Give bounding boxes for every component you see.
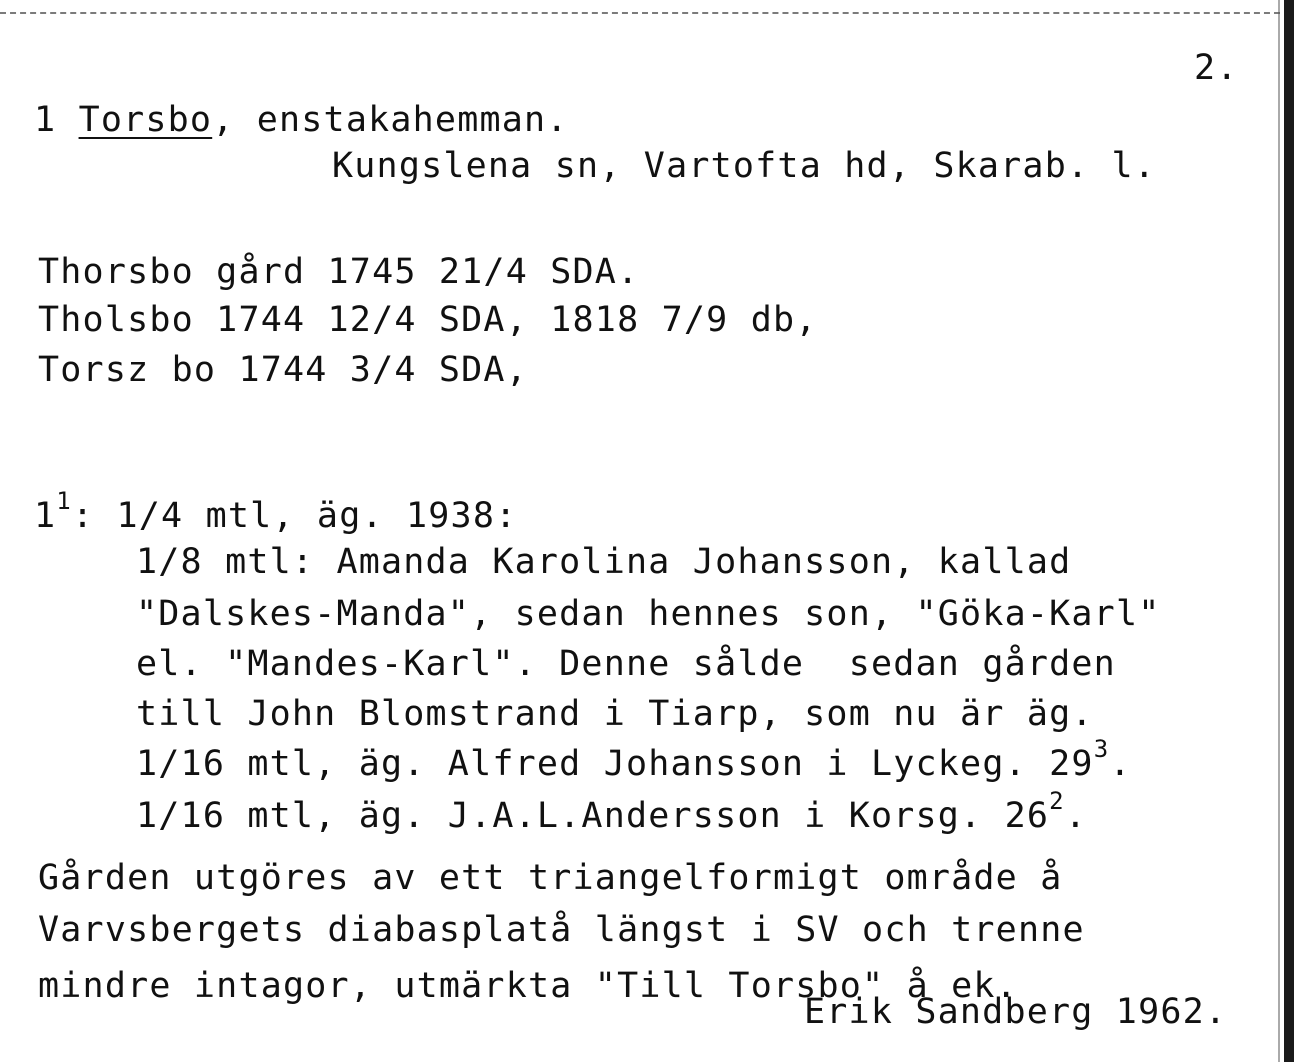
subentry-header: : 1/4 mtl, äg. 1938: <box>71 496 518 536</box>
description-line: mindre intagor, utmärkta "Till Torsbo" å ek. <box>38 966 1018 1006</box>
entry-heading <box>34 100 569 140</box>
subentry-line <box>136 787 1088 839</box>
owner-line-superscript: 2 <box>1049 787 1065 815</box>
place-type: , enstakahemman. <box>212 100 569 140</box>
owner-line-text: 1/16 mtl, äg. Alfred Johansson i Lyckeg. 29 <box>136 744 1094 784</box>
subentry-superscript: 1 <box>56 487 72 515</box>
subentry-line <box>136 735 1132 787</box>
subentry-number: 1 <box>34 496 57 536</box>
right-edge-shadow <box>1278 0 1280 1062</box>
right-edge-border <box>1284 0 1294 1062</box>
top-edge-rule <box>0 12 1280 14</box>
variant-line: Tholsbo 1744 12/4 SDA, 1818 7/9 db, <box>38 300 818 340</box>
variant-line: Thorsbo gård 1745 21/4 SDA. <box>38 252 640 292</box>
description-line: Gården utgöres av ett triangelformigt område å <box>38 858 1063 898</box>
subentry-line: 1/8 mtl: Amanda Karolina Johansson, kallad <box>136 542 1072 582</box>
subentry-heading <box>34 487 518 539</box>
owner-line-superscript: 3 <box>1093 735 1110 763</box>
location-line: Kungslena sn, Vartofta hd, Skarab. l. <box>332 146 1157 186</box>
subentry-line: till John Blomstrand i Tiarp, som nu är äg. <box>136 694 1094 734</box>
place-name: Torsbo <box>78 100 213 140</box>
page-number: 2. <box>1194 48 1239 88</box>
variant-line: Torsz bo 1744 3/4 SDA, <box>38 350 528 390</box>
signature: Erik Sandberg 1962. <box>804 992 1228 1032</box>
subentry-line: "Dalskes-Manda", sedan hennes son, "Göka-Karl" <box>136 594 1161 634</box>
description-line: Varvsbergets diabasplatå längst i SV och trenne <box>38 910 1085 950</box>
owner-line-end: . <box>1109 744 1132 784</box>
subentry-line: el. "Mandes-Karl". Denne sålde sedan gården <box>136 644 1116 684</box>
owner-line-text: 1/16 mtl, äg. J.A.L.Andersson i Korsg. 26 <box>136 796 1050 836</box>
owner-line-end: . <box>1064 796 1088 836</box>
entry-number: 1 <box>34 100 57 140</box>
